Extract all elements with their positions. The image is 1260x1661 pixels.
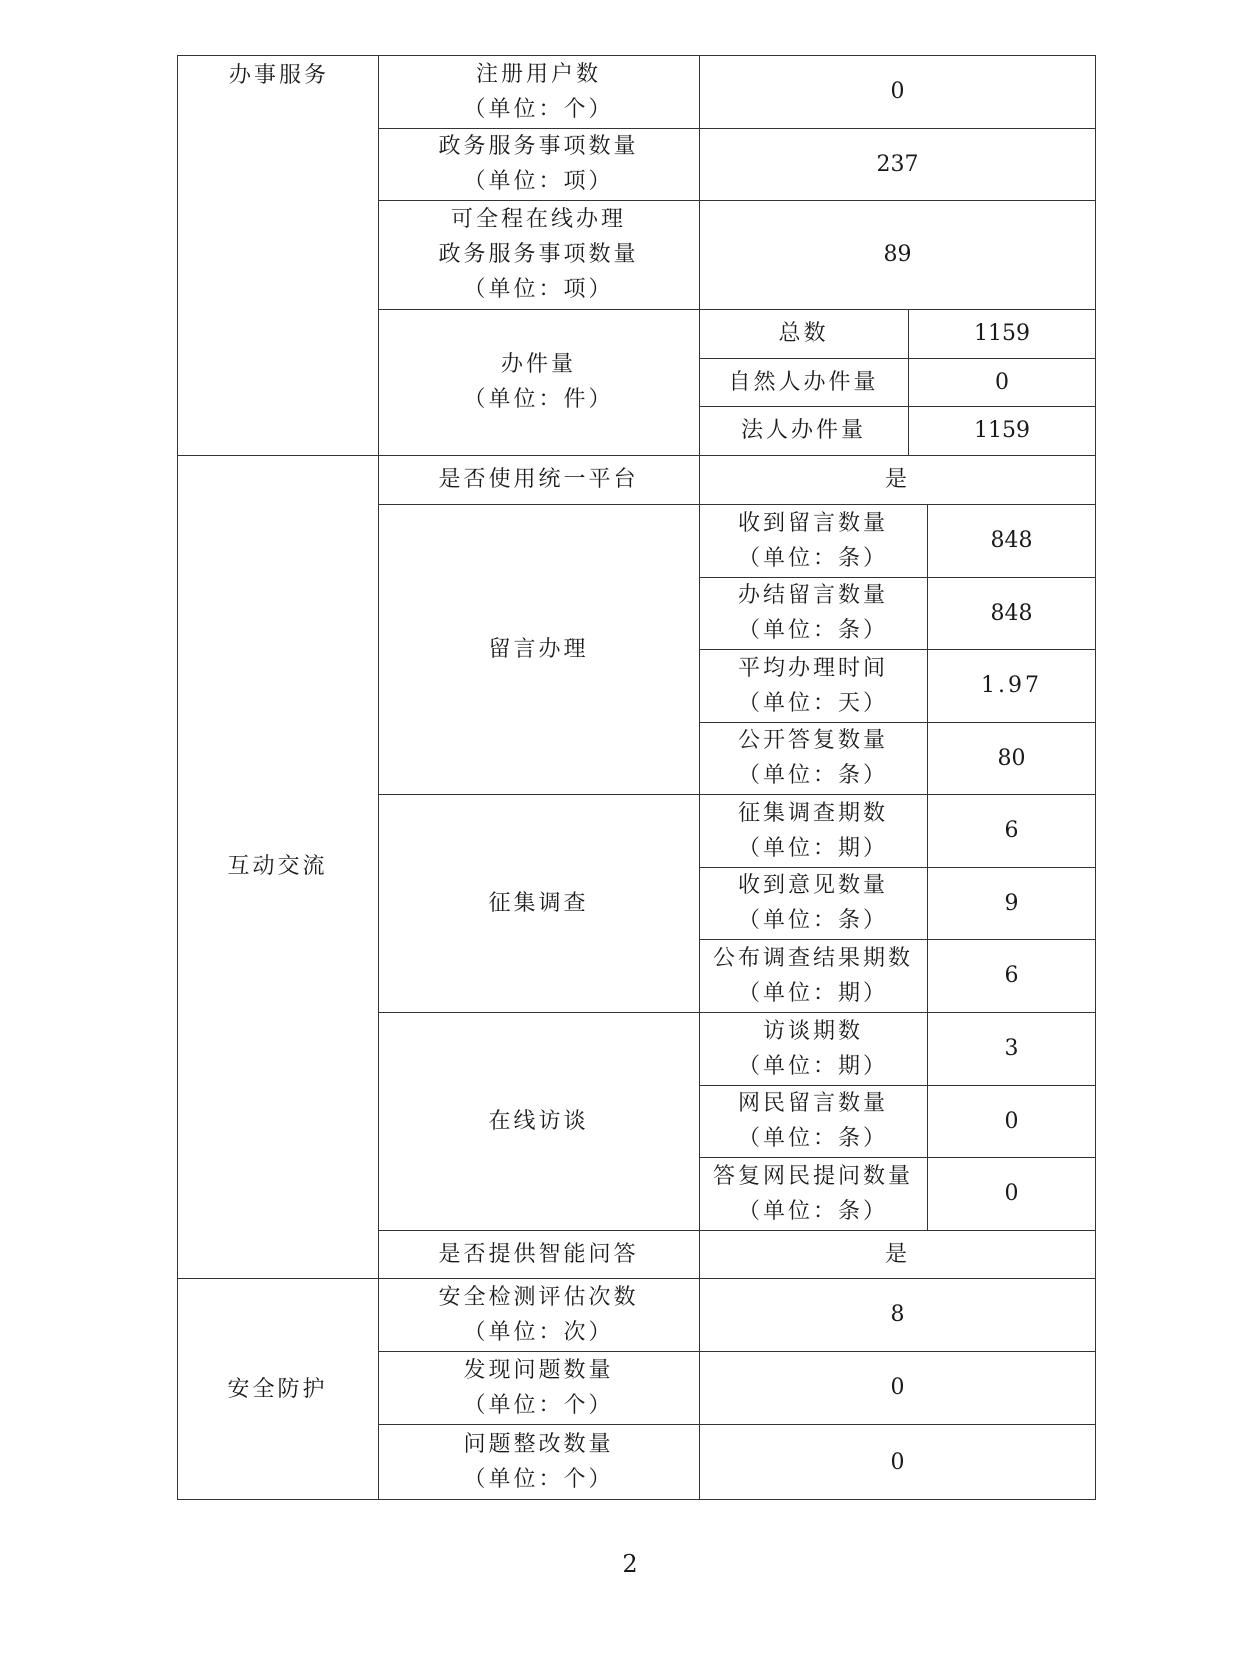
service-items-value: 237 (876, 151, 919, 177)
messages-row-value: 1.97 (981, 673, 1042, 698)
security-row-label: 安全检测评估次数 （单位：次） (438, 1284, 639, 1345)
interviews-row-label: 访谈期数 （单位：期） (737, 1018, 888, 1079)
security-row-label: 问题整改数量 （单位：个） (463, 1432, 614, 1492)
unified-platform-label: 是否使用统一平台 (438, 467, 639, 492)
cases-row-value: 1159 (974, 321, 1030, 346)
surveys-row-value: 6 (1004, 963, 1019, 988)
interviews-row-value: 3 (1004, 1036, 1019, 1061)
messages-row-value: 848 (990, 528, 1033, 553)
cases-row-label: 法人办件量 (740, 418, 866, 443)
interviews-row-value: 0 (1004, 1108, 1019, 1134)
messages-row-label: 收到留言数量 （单位：条） (737, 510, 888, 571)
messages-row-label: 公开答复数量 （单位：条） (737, 728, 888, 788)
cases-row-label: 自然人办件量 (728, 369, 879, 395)
surveys-row-value: 9 (1004, 890, 1019, 916)
security-row-value: 0 (890, 1375, 905, 1400)
interviews-group-label: 在线访谈 (488, 1108, 589, 1134)
surveys-row-label: 公布调查结果期数 （单位：期） (712, 945, 913, 1006)
surveys-row-label: 征集调查期数 （单位：期） (737, 800, 888, 861)
service-items-label: 政务服务事项数量 （单位：项） (438, 134, 639, 194)
messages-group-label: 留言办理 (488, 636, 589, 662)
cases-row-value: 1159 (974, 418, 1030, 443)
surveys-group-label: 征集调查 (488, 890, 589, 916)
security-row-value: 8 (890, 1302, 905, 1327)
surveys-row-value: 6 (1004, 818, 1019, 843)
messages-row-label: 办结留言数量 （单位：条） (737, 583, 888, 643)
smart-qa-value: 是 (884, 1241, 910, 1267)
online-items-label: 可全程在线办理 政务服务事项数量 （单位：项） (438, 207, 639, 302)
cases-row-label: 总数 (778, 321, 829, 346)
interviews-row-value: 0 (1004, 1181, 1019, 1206)
surveys-row-label: 收到意见数量 （单位：条） (737, 873, 888, 933)
security-row-label: 发现问题数量 （单位：个） (463, 1357, 614, 1418)
section-label-security: 安全防护 (227, 1376, 328, 1402)
smart-qa-label: 是否提供智能问答 (438, 1241, 639, 1267)
section-label-service: 办事服务 (229, 63, 330, 88)
messages-row-value: 80 (997, 745, 1026, 771)
messages-row-label: 平均办理时间 （单位：天） (737, 655, 888, 716)
security-row-value: 0 (890, 1449, 905, 1475)
online-items-value: 89 (883, 242, 912, 267)
unified-platform-value: 是 (884, 467, 910, 492)
interviews-row-label: 网民留言数量 （单位：条） (737, 1091, 888, 1151)
cases-row-value: 0 (995, 369, 1009, 395)
interviews-row-label: 答复网民提问数量 （单位：条） (712, 1163, 913, 1224)
section-label-interaction: 互动交流 (227, 854, 328, 879)
page-number: 2 (622, 1550, 638, 1578)
registered-users-value: 0 (890, 79, 905, 104)
registered-users-label: 注册用户数 （单位：个） (463, 61, 614, 122)
cases-label: 办件量 （单位：件） (463, 352, 614, 412)
messages-row-value: 848 (990, 600, 1033, 626)
